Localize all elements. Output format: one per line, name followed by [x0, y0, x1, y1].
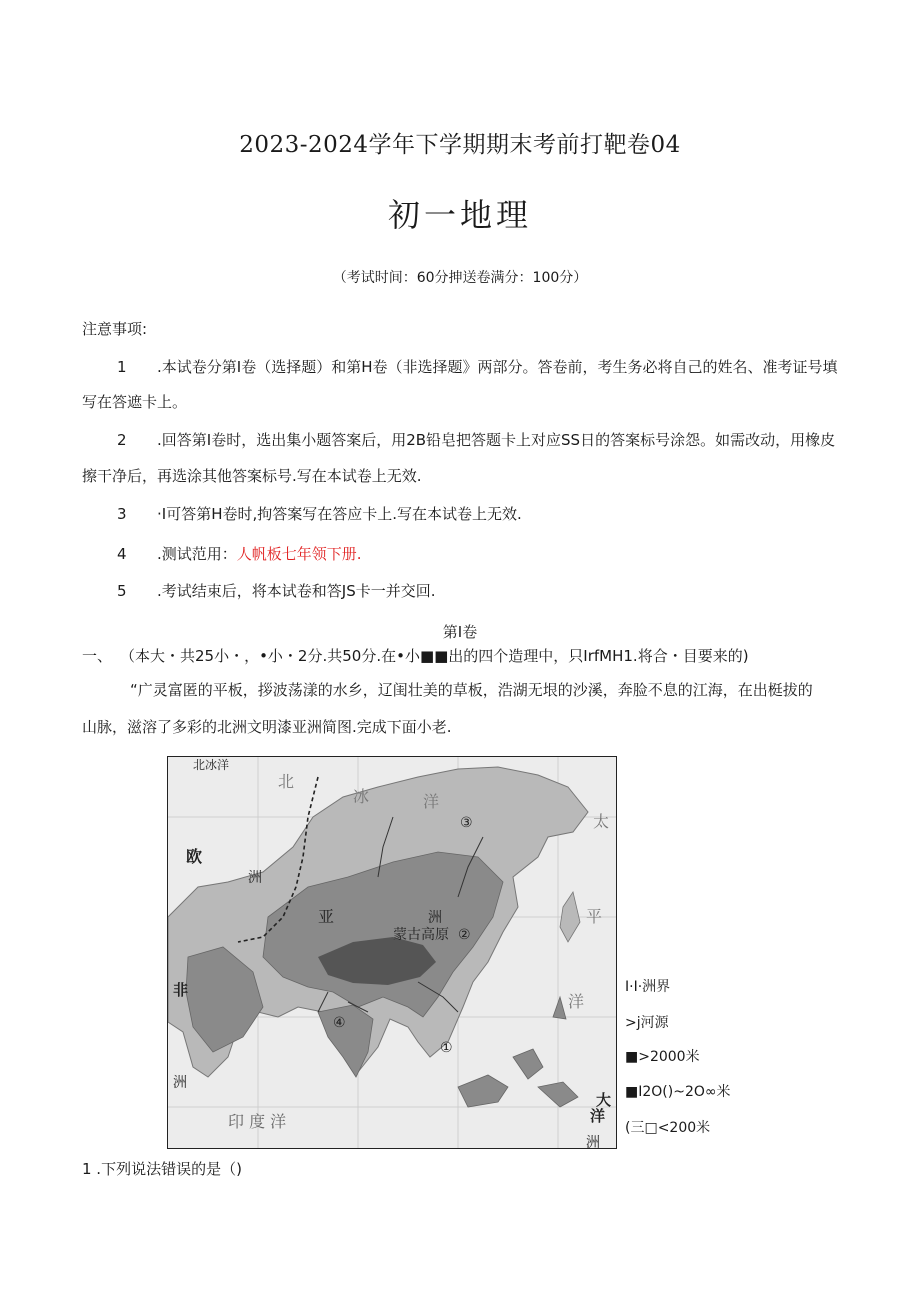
label-yang: 洋 — [423, 792, 440, 811]
label-zhou-eu: 洲 — [248, 870, 262, 886]
note-item-2-cont: 擦干净后，再选涂其他答案标号.写在本试卷上无效. — [82, 467, 422, 485]
note-item-5: 5 .考试结束后，将本试卷和答JS卡一并交回. — [117, 582, 436, 600]
label-yang-pacific: 洋 — [568, 992, 585, 1011]
question-1: 1 .下列说法错误的是（) — [82, 1160, 242, 1178]
note-item-2: 2 .回答第I卷时，选出集小题答案后，用2B铅皂把答题卡上对应SS日的答案标号涂怨。如需改动，用橡皮 — [117, 431, 836, 449]
label-fei: 非 — [173, 981, 189, 999]
marker-4: ④ — [333, 1015, 346, 1031]
notes-heading: 注意事项: — [82, 320, 148, 338]
note-item-1: 1 .本试卷分第I卷（选择题）和第H卷（非选择题》两部分。答卷前，考生务必将自己的姓名、准考证号填 — [117, 358, 838, 376]
label-ya: 亚 — [318, 907, 335, 926]
legend-200-2000: ■I2O()~2O∞米 — [625, 1084, 731, 1100]
part-label: 第I卷 — [442, 623, 478, 641]
marker-1: ① — [440, 1040, 453, 1056]
exam-info: （考试时间：60分抻送卷满分：100分） — [332, 270, 588, 286]
label-bing: 冰 — [353, 787, 370, 806]
legend-below-200: (三□<200米 — [625, 1120, 711, 1136]
label-da: 大 — [596, 1091, 612, 1109]
label-north-ocean-top: 北冰洋 — [193, 758, 230, 772]
label-zhou-asia: 洲 — [428, 910, 442, 926]
label-zhou-af: 洲 — [173, 1075, 187, 1091]
legend-river: >j河源 — [625, 1015, 669, 1031]
intro-line-1: “广灵富匿的平板，拶波荡漾的水乡，辽闺壮美的草板，浩湖无垠的沙溪，奔脸不息的江海，在出梃拔的 — [130, 681, 813, 699]
asia-map — [167, 756, 617, 1149]
marker-2: ② — [458, 927, 471, 943]
subject-title: 初一地理 — [387, 196, 532, 234]
label-mongolia: 蒙古高原 — [393, 927, 449, 943]
test-scope: 人帆板七年领下册. — [236, 545, 362, 563]
intro-line-2: 山脉，滋溶了多彩的北洲文明漆亚洲简图.完成下面小老. — [82, 718, 452, 736]
note-item-3: 3 ·I可答第H卷时,拘答案写在答应卡上.写在本试卷上无效. — [117, 505, 522, 523]
label-ou: 欧 — [186, 847, 203, 866]
marker-3: ③ — [460, 815, 473, 831]
label-north: 北 — [278, 772, 295, 791]
label-ping: 平 — [586, 907, 603, 926]
label-zhou-oc: 洲 — [586, 1135, 600, 1149]
asia-map-graphic — [168, 757, 617, 1149]
label-tai: 太 — [593, 812, 610, 831]
section-heading: 一、 （本大・共25小・，•小・2分.共50分.在•小■■出的四个造理中，只IrfMH1.将合・目要来的) — [82, 647, 749, 665]
label-yang-oc: 洋 — [590, 1107, 606, 1125]
note-item-1-cont: 写在答遮卡上。 — [82, 393, 188, 411]
label-india-ocean: 印 度 洋 — [228, 1112, 287, 1131]
legend-above-2000: ■>2000米 — [625, 1049, 700, 1065]
legend-continent-boundary: I·I·洲界 — [625, 979, 671, 995]
document-title: 2023-2024学年下学期期末考前打靶卷04 — [239, 132, 681, 158]
note-item-4: 4 .测试范用：人帆板七年领下册. — [117, 545, 362, 563]
